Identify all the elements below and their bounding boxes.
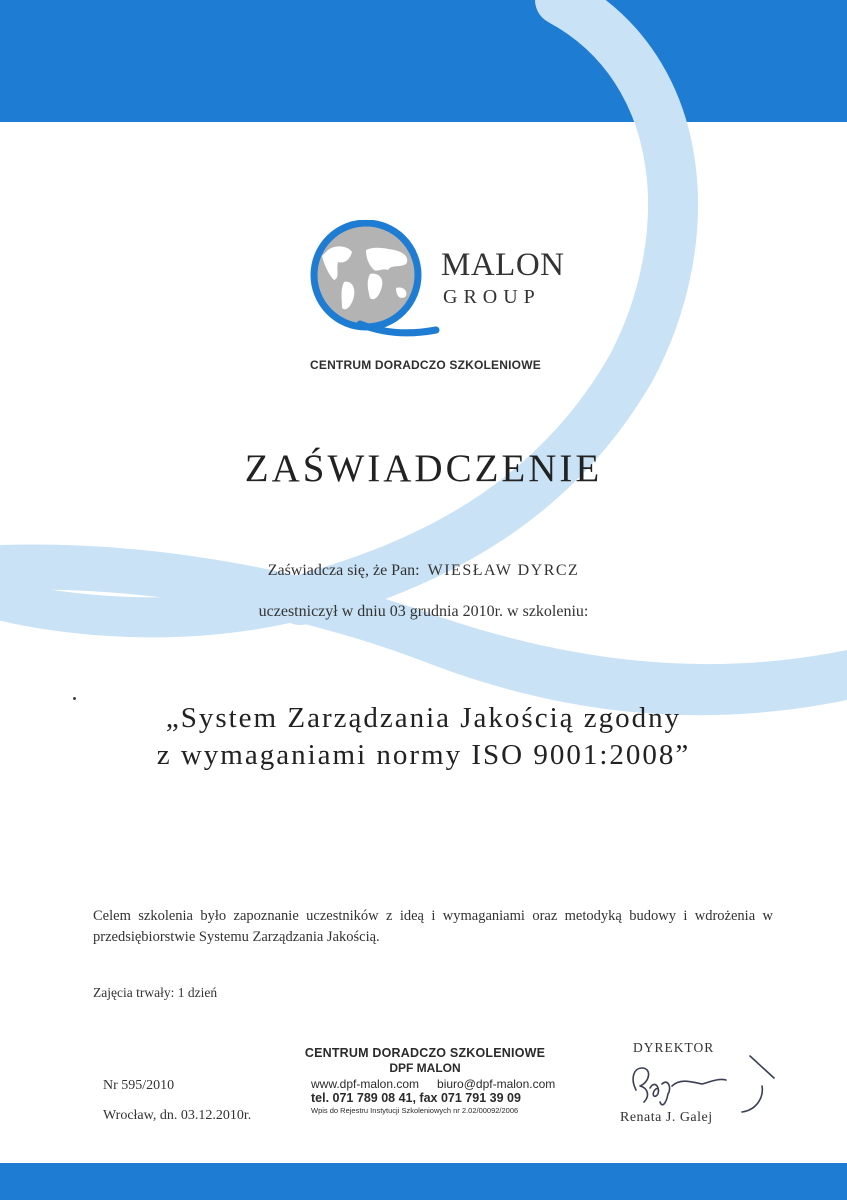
stamp-website: www.dpf-malon.com [311,1077,420,1091]
stamp-line-1: CENTRUM DORADCZO SZKOLENIOWE [304,1046,546,1060]
course-duration: Zajęcia trwały: 1 dzień [93,985,218,1000]
stamp-registry: Wpis do Rejestru Instytucji Szkoleniowych nr 2.02/00092/2006 [311,1106,519,1115]
stamp-phones: tel. 071 789 08 41, fax 071 791 39 09 [311,1091,521,1105]
place-and-date: Wrocław, dn. 03.12.2010r. [103,1108,252,1123]
course-title [0,700,847,774]
certifies-line [0,562,847,580]
globe-q-icon [300,220,440,340]
logo-subtitle: CENTRUM DORADCZO SZKOLENIOWE [310,358,541,372]
handwritten-signature [600,1048,790,1118]
company-stamp [300,1046,556,1115]
participant-name: WIESŁAW DYRCZ [427,562,580,579]
course-title-line-2: z wymaganiami normy ISO 9001:2008” [156,739,691,771]
certificate-title: ZAŚWIADCZENIE [244,447,603,490]
stamp-contacts [311,1077,556,1091]
signatory-name: Renata J. Galej [620,1110,713,1125]
signatory-title: DYREKTOR [633,1040,715,1055]
bottom-blue-band [0,1163,847,1200]
logo-brand-group: GROUP [443,286,541,308]
logo-brand-name: MALON [441,247,565,283]
course-title-line-1: „System Zarządzania Jakością zgodny [165,702,682,734]
participation-line: uczestniczył w dniu 03 grudnia 2010r. w szkoleniu: [258,603,589,620]
course-description: Celem szkolenia było zapoznanie uczestników z ideą i wymaganiami oraz metodyką budowy i wdrożenia w przedsiębiorstwie Systemu Zarządzania Jakością. [93,908,773,945]
stamp-email: biuro@dpf-malon.com [437,1077,556,1091]
certificate-number: Nr 595/2010 [103,1078,175,1093]
certifies-label: Zaświadcza się, że Pan: [267,562,420,579]
stamp-line-2: DPF MALON [389,1061,461,1075]
